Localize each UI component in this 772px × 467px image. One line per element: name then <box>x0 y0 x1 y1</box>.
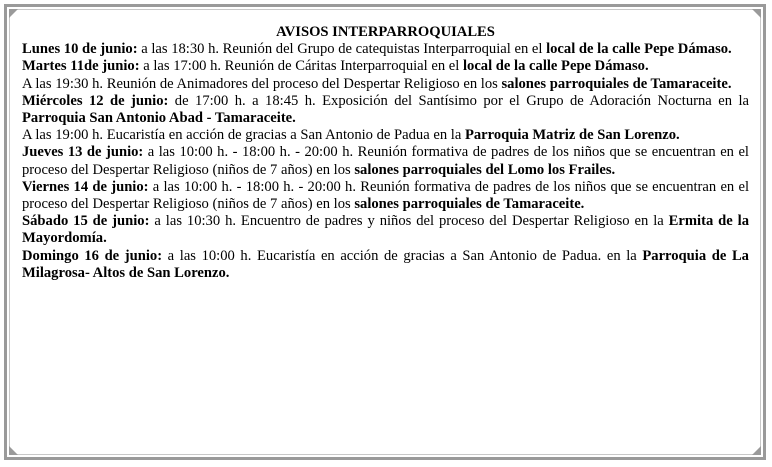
notice-entry <box>22 58 749 75</box>
entry-date: Sábado 15 de junio: <box>22 213 150 230</box>
entry-place: local de la calle Pepe Dámaso. <box>462 58 649 75</box>
entry-text: a las 10:00 h. Eucaristía en acción de gracias a San Antonio de Padua. en la <box>162 247 643 264</box>
entry-place: Parroquia San Antonio Abad - Tamaraceite. <box>22 110 296 127</box>
notice-entry <box>22 76 749 93</box>
notice-entry <box>22 93 749 127</box>
entry-text: a las 17:00 h. Reunión de Cáritas Interparroquial en el <box>139 58 463 75</box>
entry-date: Lunes 10 de junio: <box>22 41 138 58</box>
notice-entry <box>22 41 749 58</box>
entry-text: a las 10:00 h. - 18:00 h. - 20:00 h. Reunión formativa de padres de los niños que se encuentran en el proceso del Despertar Religioso (niños de 7 años) en los <box>22 178 750 213</box>
notice-entry <box>22 179 749 213</box>
entry-text: A las 19:00 h. Eucaristía en acción de gracias a San Antonio de Padua en la <box>22 127 465 144</box>
entry-text: de 17:00 h. a 18:45 h. Exposición del Santísimo por el Grupo de Adoración Nocturna en la <box>168 92 749 109</box>
entry-place: Parroquia Matriz de San Lorenzo. <box>464 127 680 144</box>
notice-entry <box>22 144 749 178</box>
corner-ornament <box>752 9 761 18</box>
corner-ornament <box>9 446 18 455</box>
corner-ornament <box>752 446 761 455</box>
entry-place: Ermita de la Mayordomía. <box>22 213 750 247</box>
entry-date: Miércoles 12 de junio: <box>22 92 169 109</box>
notice-entry <box>22 213 749 247</box>
entry-text: a las 18:30 h. Reunión del Grupo de catequistas Interparroquial en el <box>137 41 547 58</box>
entry-text: a las 10:00 h. - 18:00 h. - 20:00 h. Reunión formativa de padres de los niños que se encuentran en el proceso del Despertar Religioso (niños de 7 años) en los <box>22 144 749 178</box>
notice-content <box>22 24 749 282</box>
entry-text: A las 19:30 h. Reunión de Animadores del proceso del Despertar Religioso en los <box>22 75 502 92</box>
entry-place: salones parroquiales de Tamaraceite. <box>354 196 585 213</box>
corner-ornament <box>9 9 18 18</box>
entry-place: Parroquia de La Milagrosa- Altos de San Lorenzo. <box>22 247 749 281</box>
notice-entry <box>22 127 749 144</box>
entry-date: Domingo 16 de junio: <box>22 247 163 264</box>
entry-date: Martes 11de junio: <box>22 58 140 75</box>
entry-place: salones parroquiales del Lomo los Frailes. <box>354 161 616 178</box>
entry-text: a las 10:30 h. Encuentro de padres y niños del proceso del Despertar Religioso en la <box>149 213 669 230</box>
page-title: AVISOS INTERPARROQUIALES <box>276 24 495 40</box>
entry-place: local de la calle Pepe Dámaso. <box>546 41 732 58</box>
notice-entry <box>22 248 749 282</box>
entry-date: Viernes 14 de junio: <box>22 178 149 195</box>
entry-place: salones parroquiales de Tamaraceite. <box>501 75 732 92</box>
entry-date: Jueves 13 de junio: <box>22 144 144 161</box>
